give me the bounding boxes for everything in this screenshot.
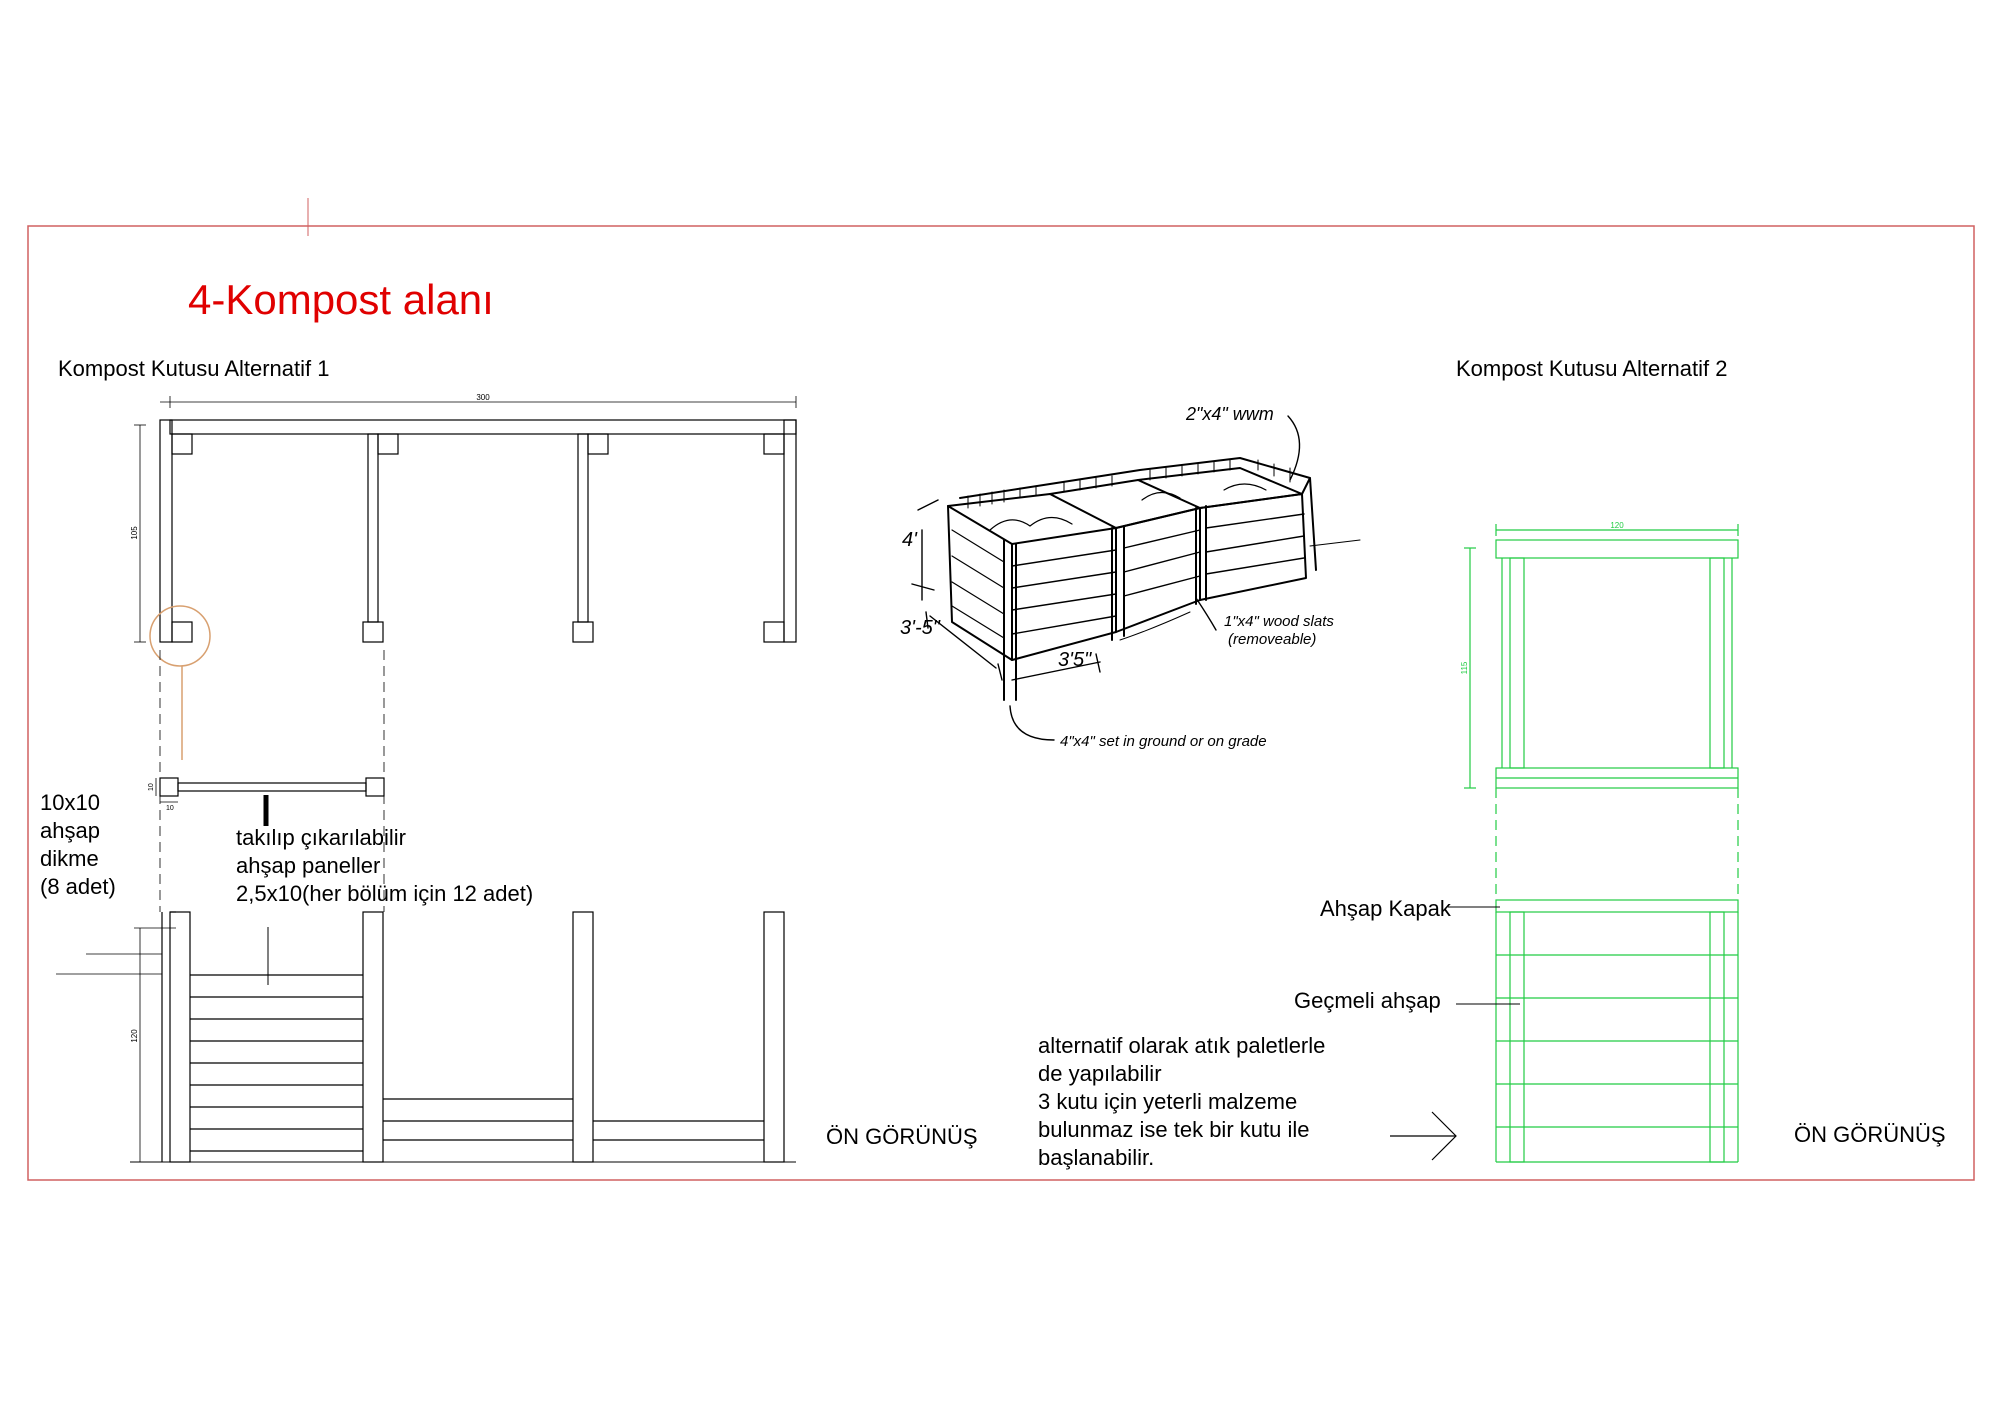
sketch-label-slats-1: 1"x4" wood slats — [1224, 613, 1334, 630]
pallet-note — [1038, 1032, 1325, 1172]
sketch-drawing — [912, 416, 1360, 740]
alt2-dim-height: 115 — [1460, 661, 1469, 675]
alt2-view-label: ÖN GÖRÜNÜŞ — [1794, 1122, 1946, 1147]
sketch-label-depth: 3'-5" — [900, 617, 940, 639]
post-note-line: ahşap — [40, 818, 100, 843]
elev-post — [170, 912, 190, 1162]
alt2-drawing — [1464, 524, 1738, 1162]
panel-note — [236, 824, 533, 908]
sketch-label-height: 4' — [902, 529, 917, 551]
pallet-note-line: başlanabilir. — [1038, 1145, 1155, 1170]
sketch-label-posts: 4"x4" set in ground or on grade — [1060, 733, 1267, 750]
alt1-view-label: ÖN GÖRÜNÜŞ — [826, 1124, 978, 1149]
elev-post — [363, 912, 383, 1162]
plan-dim-width: 300 — [476, 393, 490, 402]
alt1-elevation — [56, 912, 796, 1162]
elev-post — [764, 912, 784, 1162]
post-note-line: 10x10 — [40, 790, 100, 815]
plan-top-rail — [170, 420, 796, 434]
sketch-label-slats-2: (removeable) — [1228, 631, 1317, 648]
plan-post — [378, 434, 398, 454]
pallet-note-line: alternatif olarak atık paletlerle — [1038, 1033, 1326, 1058]
plan-dim-depth: 105 — [130, 526, 139, 540]
plan-divider-2 — [578, 434, 588, 622]
alt1-plan — [134, 396, 796, 642]
panel-note-line: ahşap paneller — [236, 853, 381, 878]
plan-post — [172, 434, 192, 454]
pallet-note-line: 3 kutu için yeterli malzeme — [1038, 1089, 1298, 1114]
post-note — [40, 789, 116, 901]
arrow-icon — [1390, 1112, 1456, 1160]
pallet-note-line: bulunmaz ise tek bir kutu ile — [1038, 1117, 1310, 1142]
panel-note-line: takılıp çıkarılabilir — [236, 825, 406, 850]
plan-post — [172, 622, 192, 642]
plan-post — [764, 622, 784, 642]
cover-label: Ahşap Kapak — [1320, 896, 1451, 921]
post-note-line: (8 adet) — [40, 874, 116, 899]
pallet-note-line: de yapılabilir — [1038, 1061, 1162, 1086]
plan-post — [764, 434, 784, 454]
plan-divider-1 — [368, 434, 378, 622]
plan-side-rail-right — [784, 420, 796, 642]
post-note-line: dikme — [40, 846, 99, 871]
plan-post — [573, 622, 593, 642]
alt2-label: Kompost Kutusu Alternatif 2 — [1456, 356, 1728, 381]
plan-post — [588, 434, 608, 454]
detail-circle — [150, 606, 210, 666]
alt2-dim-width: 120 — [1610, 521, 1624, 530]
detail-dim-a: 10 — [148, 783, 155, 791]
sketch-label-top: 2"x4" wwm — [1186, 404, 1274, 424]
page-title: 4-Kompost alanı — [188, 276, 494, 323]
alt1-label: Kompost Kutusu Alternatif 1 — [58, 356, 330, 381]
plan-post — [363, 622, 383, 642]
elev-post — [573, 912, 593, 1162]
sketch-label-width: 3'5" — [1058, 649, 1092, 671]
panel-note-line: 2,5x10(her bölüm için 12 adet) — [236, 881, 534, 906]
slat-label: Geçmeli ahşap — [1294, 988, 1441, 1013]
panel-detail — [156, 778, 384, 802]
elev-dim-height: 120 — [130, 1029, 139, 1043]
detail-dim-b: 10 — [166, 805, 174, 812]
